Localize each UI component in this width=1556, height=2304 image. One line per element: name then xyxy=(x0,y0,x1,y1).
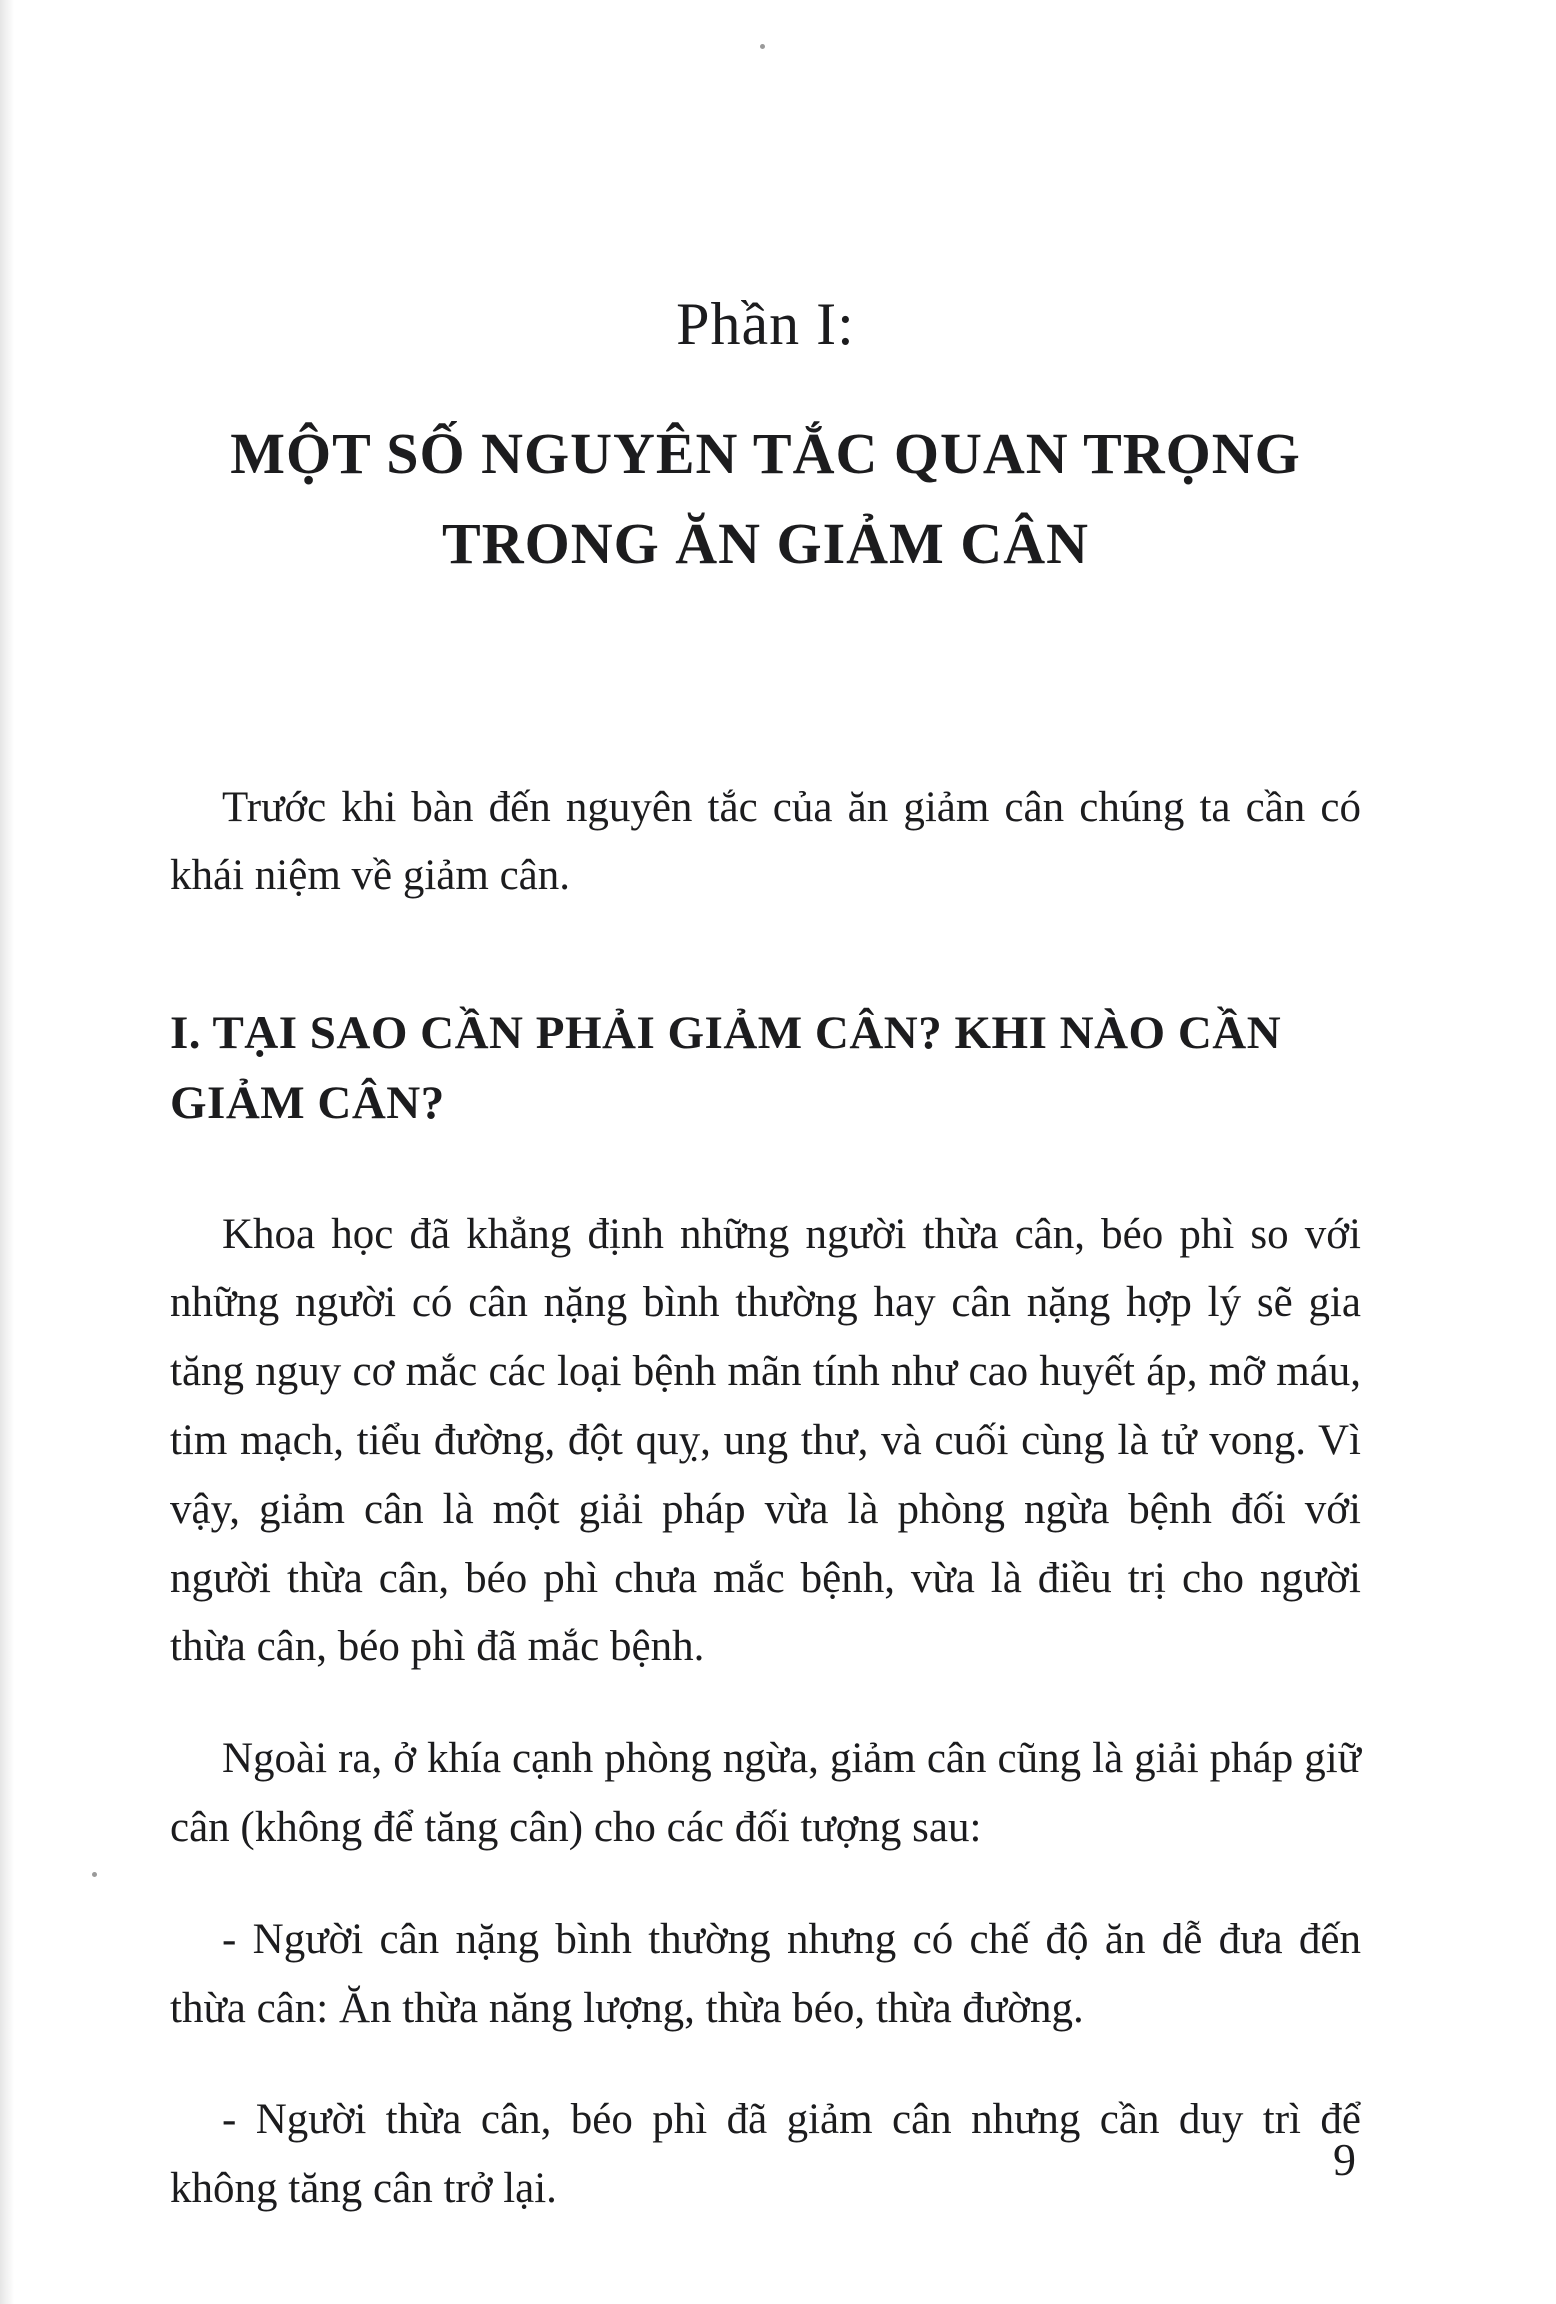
part-label: Phần I: xyxy=(676,291,855,357)
list-item-paragraph: - Người thừa cân, béo phì đã giảm cân nhưng cần duy trì để không tăng cân trở lại. xyxy=(170,2096,1361,2213)
page-number: 9 xyxy=(1333,2134,1356,2185)
page-content xyxy=(170,0,1361,2267)
scan-speck xyxy=(92,1872,97,1877)
list-item-paragraph: - Người cân nặng bình thường nhưng có chế độ ăn dễ đưa đến thừa cân: Ăn thừa năng lượng, thừa béo, thừa đường. xyxy=(170,1915,1361,2032)
chapter-title-line-2: TRONG ĂN GIẢM CÂN xyxy=(442,510,1089,576)
chapter-title xyxy=(170,409,1361,589)
section-heading: I. TẠI SAO CẦN PHẢI GIẢM CÂN? KHI NÀO CẦN GIẢM CÂN? xyxy=(170,1006,1282,1130)
intro-paragraph: Trước khi bàn đến nguyên tắc của ăn giảm cân chúng ta cần có khái niệm về giảm cân. xyxy=(170,783,1361,899)
scan-edge-shadow xyxy=(0,0,14,2304)
body-paragraph: Ngoài ra, ở khía cạnh phòng ngừa, giảm cân cũng là giải pháp giữ cân (không để tăng cân) cho các đối tượng sau: xyxy=(170,1735,1361,1852)
chapter-title-line-1: MỘT SỐ NGUYÊN TẮC QUAN TRỌNG xyxy=(230,421,1301,486)
body-paragraph: Khoa học đã khẳng định những người thừa cân, béo phì so với những người có cân nặng bình thường hay cân nặng hợp lý sẽ gia tăng nguy cơ mắc các loại bệnh mãn tính như cao huyết áp, mỡ máu, tim mạch, tiểu đường, đột quỵ, ung thư, và cuối cùng là tử vong. Vì vậy, giảm cân là một giải pháp vừa là phòng ngừa bệnh đối với người thừa cân, béo phì chưa mắc bệnh, vừa là điều trị cho người thừa cân, béo phì đã mắc bệnh. xyxy=(170,1210,1361,1671)
